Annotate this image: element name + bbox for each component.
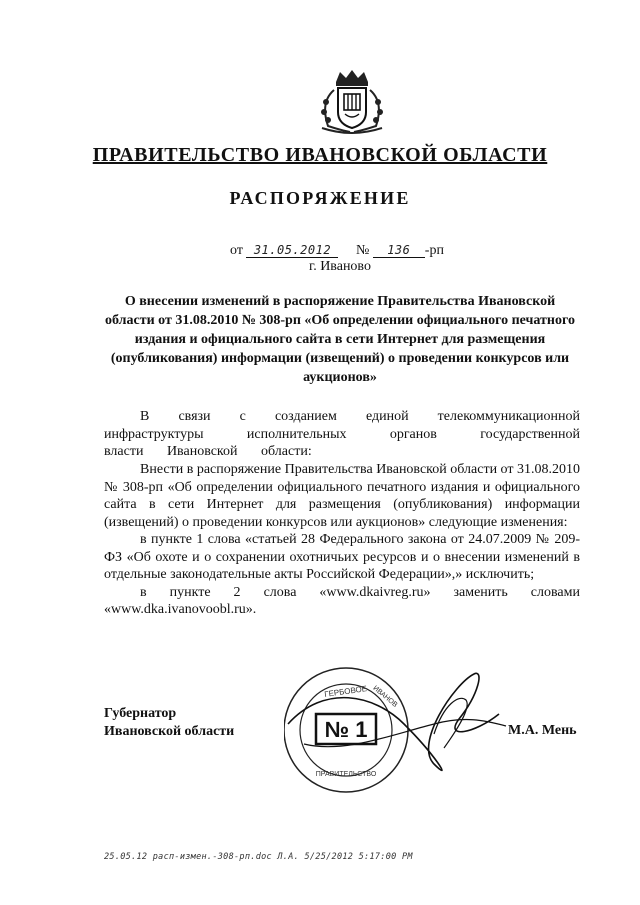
seal-number: № 1 [324, 717, 368, 742]
document-type-heading: РАСПОРЯЖЕНИЕ [229, 188, 411, 208]
document-title: О внесении изменений в распоряжение Правительства Ивановской области от 31.08.2010 № 308-рп «Об определении официального печатного издания и официального сайта в сети Интернет для размещения (опубликования) информации (извещений) о проведении конкурсов или аукционов» [104, 294, 576, 385]
svg-text:ПРАВИТЕЛЬСТВО: ПРАВИТЕЛЬСТВО [315, 771, 377, 778]
number-label: № [355, 243, 370, 258]
document-number: 136 [373, 244, 425, 258]
number-suffix: -рп [424, 243, 444, 258]
body-paragraph-2: Внести в распоряжение Правительства Ивановской области от 31.08.2010 № 308-рп «Об определении официального печатного издания и официального сайта в сети Интернет для размещения (опубликования) информации (извещений) о проведении конкурсов или аукционов» следующие изменения: [104, 462, 580, 530]
document-date: 31.05.2012 [246, 244, 338, 258]
coat-of-arms-icon [312, 68, 392, 134]
body-paragraph-3: в пункте 1 слова «статьей 28 Федерального закона от 24.07.2009 № 209-ФЗ «Об охоте и о сохранении охотничьих ресурсов и о внесении изменений в отдельные законодательные акты Российской Федерации»,» исключить; [104, 532, 580, 582]
official-seal-with-signature [284, 664, 514, 814]
body-paragraph-4: в пункте 2 слова «www.dkaivreg.ru» заменить словами «www.dka.ivanovoobl.ru». [104, 584, 580, 617]
svg-text:ИВАНОВ: ИВАНОВ [371, 684, 399, 709]
date-number-line [230, 243, 444, 259]
government-heading: ПРАВИТЕЛЬСТВО ИВАНОВСКОЙ ОБЛАСТИ [92, 144, 548, 166]
svg-text:ГЕРБОВОЕ: ГЕРБОВОЕ [323, 684, 368, 699]
signatory-position [104, 705, 234, 741]
position-line-2: Ивановской области [104, 724, 235, 739]
date-from-label: от [230, 243, 243, 258]
file-footer: 25.05.12 расп-измен.-308-рп.doc Л.А. 5/25/2012 5:17:00 PM [104, 852, 413, 862]
body-paragraph-1: В связи с созданием единой телекоммуникационной инфраструктуры исполнительных органов государственной власти Ивановской области: [104, 409, 580, 459]
document-body [104, 408, 580, 619]
signatory-name: М.А. Мень [508, 723, 577, 738]
city-line: г. Иваново [309, 259, 371, 274]
position-line-1: Губернатор [104, 706, 177, 721]
